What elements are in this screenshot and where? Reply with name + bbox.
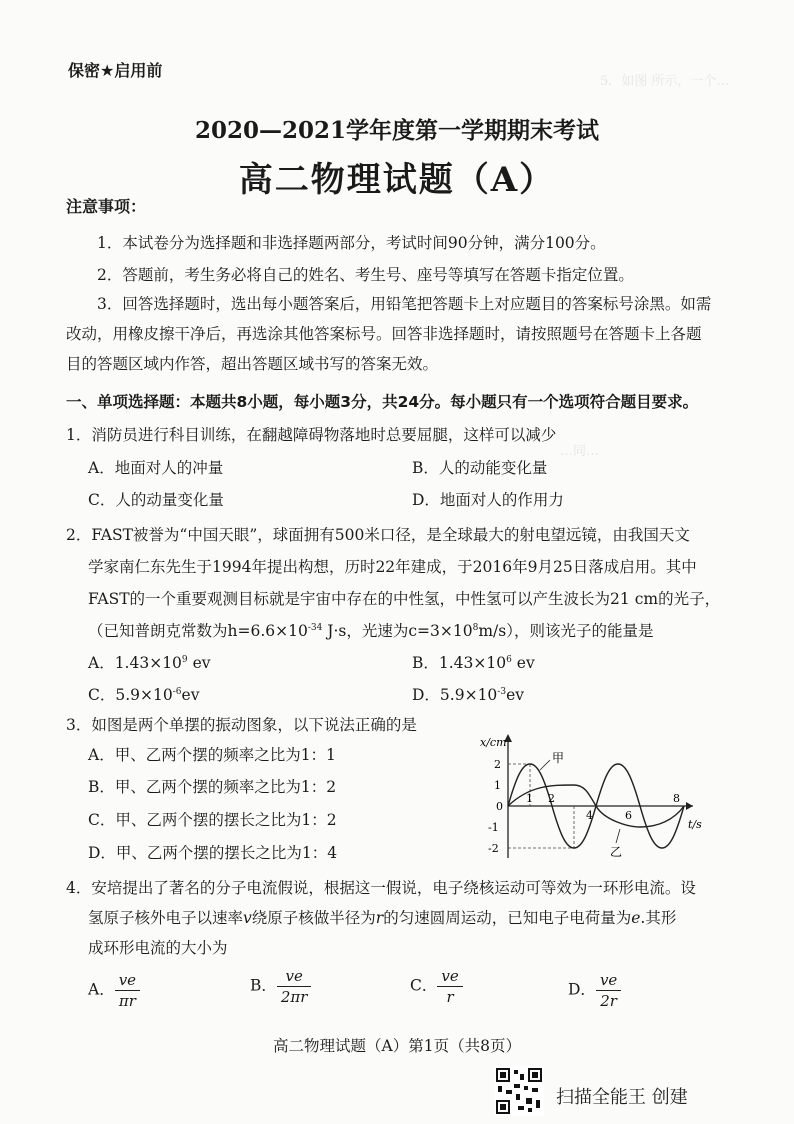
fraction-numerator: ve	[277, 966, 312, 987]
var-r: r	[375, 909, 384, 927]
q4-line-2	[88, 906, 676, 928]
notice-item-1: 1．本试卷分为选择题和非选择题两部分，考试时间90分钟，满分100分。	[97, 234, 606, 252]
exam-title: 高二物理试题（A）	[238, 160, 556, 200]
jia-pointer	[540, 760, 550, 770]
label-jia: 甲	[552, 751, 565, 765]
fraction-denominator: πr	[118, 992, 136, 1010]
fraction-denominator: r	[446, 988, 454, 1006]
confidential-label: 保密★启用前	[68, 61, 163, 80]
xtick-2: 2	[548, 792, 555, 805]
yi-pointer	[616, 829, 620, 843]
q3-stem: 3．如图是两个单摆的振动图象，以下说法正确的是	[66, 716, 417, 734]
q4-option-c-fraction	[437, 966, 462, 1007]
fraction-denominator: 2r	[600, 992, 617, 1010]
fraction-numerator: ve	[437, 966, 462, 987]
fraction-numerator: ve	[596, 970, 621, 991]
xtick-8: 8	[673, 792, 680, 805]
q4-line-1: 4．安培提出了著名的分子电流假说，根据这一假说，电子绕核运动可等效为一环形电流。设	[66, 879, 696, 897]
q2-option-b-exp: 6	[506, 654, 512, 665]
q2-line-4-a: （已知普朗克常数为h=6.6×10	[88, 622, 308, 640]
xtick-1: 1	[526, 792, 533, 805]
q3-option-d: D．甲、乙两个摆的摆长之比为1：4	[88, 844, 338, 862]
ytick-2: 2	[494, 758, 501, 771]
fraction-numerator: ve	[115, 970, 140, 991]
q4-line-2-c: 的匀速圆周运动，已知电子电荷量为	[383, 909, 632, 927]
q2-exp-h: -34	[307, 622, 323, 633]
q4-option-b-label: B．	[250, 976, 277, 995]
var-e: e	[631, 909, 641, 927]
q2-option-b-unit: ev	[511, 654, 535, 672]
q2-line-1: 2．FAST被誉为“中国天眼”，球面拥有500米口径，是全球最大的射电望远镜，由我国天文	[66, 526, 690, 544]
t-axis-arrow	[686, 802, 693, 810]
xtick-4: 4	[586, 809, 593, 822]
q4-line-3: 成环形电流的大小为	[88, 939, 228, 957]
q2-exp-c: 8	[472, 622, 479, 633]
scanner-watermark: 扫描全能王 创建	[556, 1087, 688, 1108]
bleed-through-text: 5．如图 所示，一个…	[600, 74, 730, 89]
oscillation-graph	[478, 730, 708, 865]
q2-line-4-b: J·s，光速为c=3×10	[322, 622, 473, 640]
q2-option-d-base: D．5.9×10	[412, 686, 498, 704]
q2-option-a-unit: ev	[187, 654, 211, 672]
ytick-neg1: -1	[488, 821, 499, 834]
q2-option-b	[412, 651, 535, 673]
notice-heading: 注意事项：	[66, 197, 147, 216]
ytick-0: 0	[496, 800, 503, 813]
q2-line-3: FAST的一个重要观测目标就是宇宙中存在的中性氢，中性氢可以产生波长为21 cm的光子，	[88, 590, 721, 608]
q2-line-2: 学家南仁东先生于1994年提出构想，历时22年建成，于2016年9月25日落成启用。其中	[88, 558, 697, 576]
q1-option-b: B．人的动能变化量	[412, 459, 548, 477]
graph-xlabel: t/s	[688, 818, 702, 831]
q2-option-a-base: A．1.43×10	[88, 654, 182, 672]
q2-option-d	[412, 683, 524, 705]
q4-option-b-fraction	[277, 966, 312, 1007]
q3-option-a: A．甲、乙两个摆的频率之比为1：1	[88, 746, 336, 764]
exam-subtitle: 2020—2021学年度第一学期期末考试	[194, 117, 600, 144]
q4-option-a-fraction	[115, 970, 140, 1011]
q4-line-2-d: .其形	[640, 909, 677, 927]
ytick-1: 1	[494, 779, 501, 792]
xtick-6: 6	[625, 809, 632, 822]
q4-option-a	[88, 970, 140, 1011]
q4-option-b	[250, 966, 311, 1007]
q3-option-b: B．甲、乙两个摆的频率之比为1：2	[88, 778, 337, 796]
q2-option-b-base: B．1.43×10	[412, 654, 507, 672]
q4-option-d-fraction	[596, 970, 621, 1011]
fraction-denominator: 2πr	[280, 988, 308, 1006]
q2-option-c	[88, 683, 199, 705]
q4-line-2-a: 氢原子核外电子以速率	[88, 909, 244, 927]
q1-stem: 1．消防员进行科目训练，在翻越障碍物落地时总要屈腿，这样可以减少	[66, 426, 557, 444]
notice-item-2: 2．答题前，考生务必将自己的姓名、考生号、座号等填写在答题卡指定位置。	[97, 266, 634, 284]
qr-code-icon	[494, 1066, 544, 1116]
q3-option-c: C．甲、乙两个摆的摆长之比为1：2	[88, 811, 337, 829]
page-footer: 高二物理试题（A）第1页（共8页）	[273, 1037, 521, 1055]
q4-line-2-b: 绕原子核做半径为	[251, 909, 376, 927]
bleed-through-text: …同…	[560, 444, 600, 459]
q4-option-c	[410, 966, 463, 1007]
section-heading: 一、单项选择题：本题共8小题，每小题3分，共24分。每小题只有一个选项符合题目要求。	[66, 393, 699, 411]
q2-option-a	[88, 651, 211, 673]
q2-option-c-exp: -6	[172, 686, 182, 697]
q2-option-c-unit: ev	[181, 686, 200, 704]
q4-option-a-label: A．	[88, 980, 115, 999]
ytick-neg2: -2	[488, 842, 499, 855]
q2-option-c-base: C．5.9×10	[88, 686, 173, 704]
q2-option-d-unit: ev	[506, 686, 525, 704]
q2-line-4-c: m/s），则该光子的能量是	[478, 622, 654, 640]
graph-ylabel: x/cm	[480, 736, 507, 749]
q2-option-d-exp: -3	[497, 686, 507, 697]
q4-option-d-label: D．	[568, 980, 596, 999]
notice-item-3: 3．回答选择题时，选出每小题答案后，用铅笔把答题卡上对应题目的答案标号涂黑。如需改动，用橡皮擦干净后，再选涂其他答案标号。回答非选择题时，请按照题号在答题卡上各题目的答题区域内作答，超出答题区域书写的答案无效。	[66, 295, 712, 373]
q1-option-a: A．地面对人的冲量	[88, 459, 224, 477]
q4-option-c-label: C．	[410, 976, 438, 995]
q1-option-c: C．人的动量变化量	[88, 491, 224, 509]
q4-option-d	[568, 970, 621, 1011]
var-v: v	[243, 909, 252, 927]
q1-option-d: D．地面对人的作用力	[412, 491, 564, 509]
q2-line-4	[88, 619, 653, 641]
q2-option-a-exp: 9	[181, 654, 188, 665]
label-yi: 乙	[610, 845, 623, 859]
